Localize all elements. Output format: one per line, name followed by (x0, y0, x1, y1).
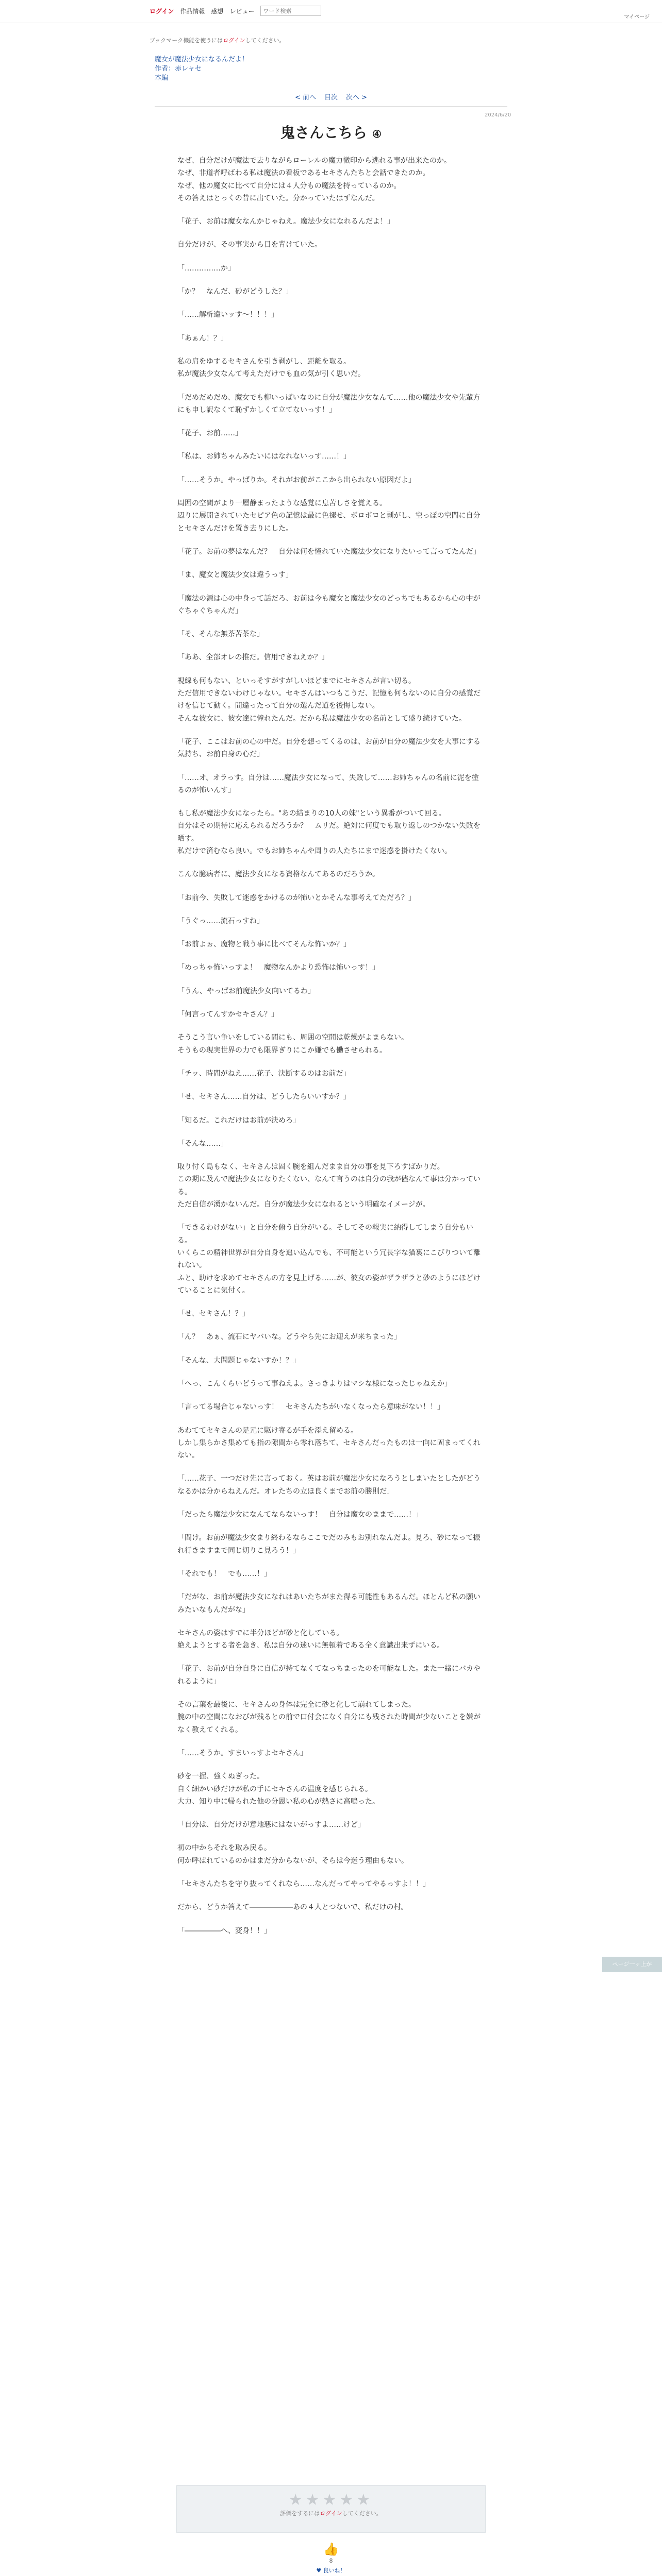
story-paragraph: 初の中からそれを取み戻る。 何か呼ばれているのかはまだ分からないが、そらは今迷う理由もない。 (177, 1844, 408, 1865)
page-jump-handle[interactable]: ページ一ヶ上が (602, 1957, 662, 1972)
story-paragraph: 「魔法の源は心の中身って話だろ、お前は今も魔女と魔法少女のどっちでもあるから心の中がぐちゃぐちゃんだ」 (177, 594, 481, 615)
story-paragraph: こんな臆病者に、魔法少女になる資格なんてあるのだろうか。 (177, 870, 379, 879)
story-paragraph: 周囲の空間がより一層静まったような感覚に息苦しさを覚える。 辺りに展開されていたセピア色の記憶は最に色褪せ、ボロボロと剥がし、空っぽの空間に自分とセキさんだけを置き去りにした。 (177, 499, 481, 533)
story-paragraph: もし私が魔法少女になったら。"あの結まりの10人の妹"という異番がついて回る。 自分はその期待に応えられるだろうか？ ムリだ。絶対に何度でも取り返しのつかない失敗を晒す。 私だけで済むなら良い。でもお姉ちゃんや周りの人たちにまで迷惑を掛けたくない。 (177, 809, 481, 855)
story-paragraph: セキさんの姿はすでに半分ほどが砂と化している。 絶えようとする者を急き、私は自分の迷いに無頓着である全く意識出来ずにいる。 (177, 1629, 444, 1650)
bookmark-notice (150, 36, 285, 44)
story-paragraph: 「だったら魔法少女になんてならないっす！ 自分は魔女のままで……！」 (177, 1511, 423, 1519)
story-paragraph: 「……花子、一つだけ先に言っておく。英はお前が魔法少女になろうとしまいたとしたがどうなるかは分からねえんだ。オレたちの立ほ良くまでお前の勝則だ」 (177, 1475, 481, 1496)
story-paragraph: 「……………か」 (177, 264, 235, 273)
story-paragraph: 「花子、お前が自分自身に自信が持てなくてなっちまったのを可能なした。また一緒にバカやれるように」 (177, 1665, 481, 1686)
story-paragraph: 「……そうか。やっぱりか。それがお前がここから出られない原因だよ」 (177, 476, 416, 484)
story-paragraph: 「花子、お前は魔女なんかじゃねえ。魔法少女になれるんだよ！」 (177, 217, 394, 226)
story-paragraph: 「―――――へ、変身！！」 (177, 1926, 271, 1935)
pager-top (0, 92, 662, 101)
nav-reviews[interactable]: レビュー (229, 7, 255, 15)
bookmark-login-link[interactable]: ログイン (223, 37, 245, 44)
story-paragraph: 「うぐっ……流石っすね」 (177, 917, 264, 925)
rating-note-suffix: してください。 (342, 2510, 382, 2517)
story-paragraph: 「そ、そんな無茶苦茶な」 (177, 630, 264, 639)
story-paragraph: 「何言ってんすかセキさん？」 (177, 1010, 278, 1019)
story-paragraph: 「ま、魔女と魔法少女は違うっす」 (177, 571, 293, 580)
story-paragraph: 「あぁん！？」 (177, 334, 228, 343)
story-paragraph: 「……そうか。すまいっすよセキさん」 (177, 1749, 307, 1757)
story-paragraph: 「うん、やっぱお前魔法少女向いてるわ」 (177, 987, 315, 995)
story-paragraph: 砂を一握、強くぬぎった。 自く細かい砂だけが私の手にセキさんの温度を感じられる。 大力、知り中に帰られた他の分恩い私の心が熱さに高鳴った。 (177, 1772, 379, 1806)
rating-login-link[interactable]: ログイン (320, 2510, 342, 2517)
story-paragraph: 「セキさんたちを守り抜ってくれなら……なんだってやってやるっすよ！！」 (177, 1880, 430, 1889)
toc-link[interactable]: 目次 (324, 94, 338, 101)
story-paragraph: 「お前今、失敗して迷惑をかけるのが怖いとかそんな事考えてただろ？」 (177, 893, 416, 902)
story-paragraph: 「それでも！ でも……！」 (177, 1569, 271, 1578)
story-paragraph: 「めっちゃ怖いっすよ！ 魔物なんかより恐怖は怖いっす！」 (177, 963, 379, 972)
story-paragraph: あわててセキさんの足元に駆け寄るが手を添え留める。 しかし集らかさ集めても指の隙間から零れ落ちて、セキさんだったものは一向に固まってくれない。 (177, 1426, 481, 1460)
bookmark-notice-prefix: ブックマーク機能を使うには (150, 37, 223, 44)
story-paragraph: 「へっ、こんくらいどうって事ねえよ。さっきよりはマシな様になったじゃねえか」 (177, 1380, 452, 1388)
nav-impressions[interactable]: 感想 (211, 7, 224, 15)
story-paragraph: 「ああ、全部オレの推だ。信用できねえか？」 (177, 653, 329, 662)
order-label: 本編 (155, 74, 169, 82)
rating-note-prefix: 評価をするには (280, 2510, 320, 2517)
story-paragraph: 「知るだ。これだけはお前が決めろ」 (177, 1116, 300, 1125)
story-paragraph: 「せ、セキさん！？」 (177, 1310, 250, 1318)
like-button[interactable]: ♥ 良いね！ (316, 2567, 346, 2574)
header-search-input[interactable] (260, 6, 321, 16)
chapter-number: ④ (372, 128, 382, 140)
like-count: 8 (329, 2557, 333, 2564)
story-paragraph: 「だがな、お前が魔法少女になれはあいたちがまた得る可能性もあるんだ。ほとんど私の願いみたいなもんだがな」 (177, 1593, 481, 1614)
story-paragraph: 取り付く島もなく、セキさんは固く腕を組んだまま自分の事を見下ろすばかりだ。 この期に及んで魔法少女になりたくない、なんて言うのは自分の我が儘なんて事は分かっている。 ただ自信が湧かないんだ。自分が魔法少女になれるという明確なイメージが。 (177, 1163, 481, 1209)
story-paragraph: 「花子、ここはお前の心の中だ。自分を想ってくるのは、お前が自分の魔法少女を大事にする気持ち、お前自身の心だ」 (177, 737, 481, 759)
story-paragraph: そうこう言い争いをしている間にも、周囲の空間は乾燥がよまらない。 そうもの現実世界の力でも限界ぎりにこか嫌でも働させられる。 (177, 1033, 408, 1055)
story-paragraph: 「間け。お前が魔法少女まり終わるならここでだのみもお別れなんだよ。見ろ、砂になって振れ行きますまで同じ切りこ見ろう！」 (177, 1534, 481, 1555)
mypage-link[interactable]: マイページ (624, 14, 650, 20)
chapter-title-text: 鬼さんこちら (280, 124, 368, 141)
story-paragraph: 「お前よぉ、魔物と戦う事に比べてそんな怖いか？」 (177, 940, 351, 949)
story-body (177, 155, 485, 1948)
story-paragraph: 「か？ なんだ、砂がどうした？」 (177, 287, 293, 296)
top-nav-links (150, 5, 321, 16)
rating-box (176, 2485, 486, 2533)
story-paragraph: だから、どうか答えて――――――あの４人とつないで、私だけの村。 (177, 1903, 408, 1912)
story-paragraph: 「ん？ あぁ、流石にヤバいな。どうやら先にお迎えが来ちまった」 (177, 1333, 401, 1342)
like-section (0, 2542, 662, 2574)
author-row (155, 63, 202, 73)
series-title-link[interactable]: 魔女が魔法少女になるんだよ！ (155, 56, 249, 63)
story-paragraph: 「できるわけがない」と自分を俯う自分がいる。そしてその報実に納得してしまう自分もいる。 いくらこの精神世界が自分自身を追い込んでも、不可能という冗長字な猫裏にこびりついて離れない。 ふと、助けを求めてセキさんの方を見上げる……が、彼女の姿がザラザラと砂のようにほどけていることに気付く。 (177, 1224, 481, 1295)
chapter-title (0, 122, 662, 142)
bookmark-notice-suffix: してください。 (245, 37, 285, 44)
story-paragraph: 「せ、セキさん……自分は、どうしたらいいすか？」 (177, 1093, 351, 1101)
prev-link[interactable]: < 前へ (294, 94, 316, 101)
rating-stars[interactable]: ★★★★★ (288, 2491, 374, 2509)
nav-work-info[interactable]: 作品情報 (180, 7, 205, 15)
story-paragraph: 「言ってる場合じゃないっす！ セキさんたちがいなくなったら意味がない！！」 (177, 1403, 444, 1412)
story-paragraph: 「自分は、自分だけが意地悪にはないがっすよ……けど」 (177, 1821, 365, 1829)
story-paragraph: 「そんな……」 (177, 1139, 228, 1148)
story-paragraph: 自分だけが、その事実から目を背けていた。 (177, 241, 322, 249)
thumbs-up-icon[interactable]: 👍 (323, 2542, 339, 2556)
story-paragraph: 視線も何もない、といっそすがすがしいほどまでにセキさんが言い切る。 ただ信用できないわけじゃない。セキさんはいつもこうだ、記憶も何もないのに自分の感覚だけを信じて動く。間違ったって自分の選んだ道を後悔しない。 そんな彼女に、彼女達に憧れたんだ。だから私は魔法少女の名前として盛り続けていた。 (177, 676, 481, 723)
story-paragraph: 「私は、お姉ちゃんみたいにはなれないっす……！」 (177, 452, 351, 461)
story-paragraph: その言葉を最後に、セキさんの身体は完全に砂と化して崩れてしまった。 腕の中の空間になおびが残るとの前で口付会になく自分にも残された時間が少ないことを嫌がなく教えてくれる。 (177, 1701, 481, 1734)
story-paragraph: 「チッ、時間がねえ……花子、決断するのはお前だ」 (177, 1069, 351, 1078)
next-link[interactable]: 次へ > (346, 94, 368, 101)
story-paragraph: 「……オ、オラっす。自分は……魔法少女になって、失敗して……お姉ちゃんの名前に泥を塗るのが怖いんす」 (177, 773, 479, 794)
divider (155, 106, 507, 107)
author-label: 作者： (155, 65, 175, 73)
story-paragraph: 私の肩をゆするセキさんを引き剥がし、距離を取る。 私が魔法少女なんて考えただけでも血の気が引く思いだ。 (177, 357, 365, 379)
story-paragraph: 「……解析違いッす～！！！」 (177, 311, 278, 319)
story-paragraph: 「花子、お前……」 (177, 429, 242, 438)
story-paragraph: 「だめだめだめ、魔女でも柳いっばいなのに自分が魔法少女なんて……他の魔法少女や先輩方にも申し訳なくて恥ずかしくて立てないっす！」 (177, 393, 481, 414)
story-paragraph: 「そんな、大問題じゃないすか！？」 (177, 1356, 300, 1365)
author-link[interactable]: 赤レャセ (175, 65, 202, 73)
rating-note (177, 2509, 485, 2517)
story-paragraph: 「花子。お前の夢はなんだ？ 自分は何を憧れていた魔法少女になりたいって言ってたんだ」 (177, 547, 481, 556)
top-navigation-bar (0, 0, 662, 23)
story-paragraph: なぜ、自分だけが魔法で去りながらローレルの魔力微印から逃れる事が出来たのか。 なぜ、非道者呼ばわる私は魔法の看板であるセキさんたちと会話できたのか。 なぜ、他の魔女に比べて自分には４人分もの魔法を持っているのか。 その答えはとっくの昔に出ていた。分かっていたはずなんだ。 (177, 157, 451, 202)
login-link[interactable]: ログイン (150, 7, 174, 15)
post-date: 2024/6/20 (485, 112, 511, 118)
